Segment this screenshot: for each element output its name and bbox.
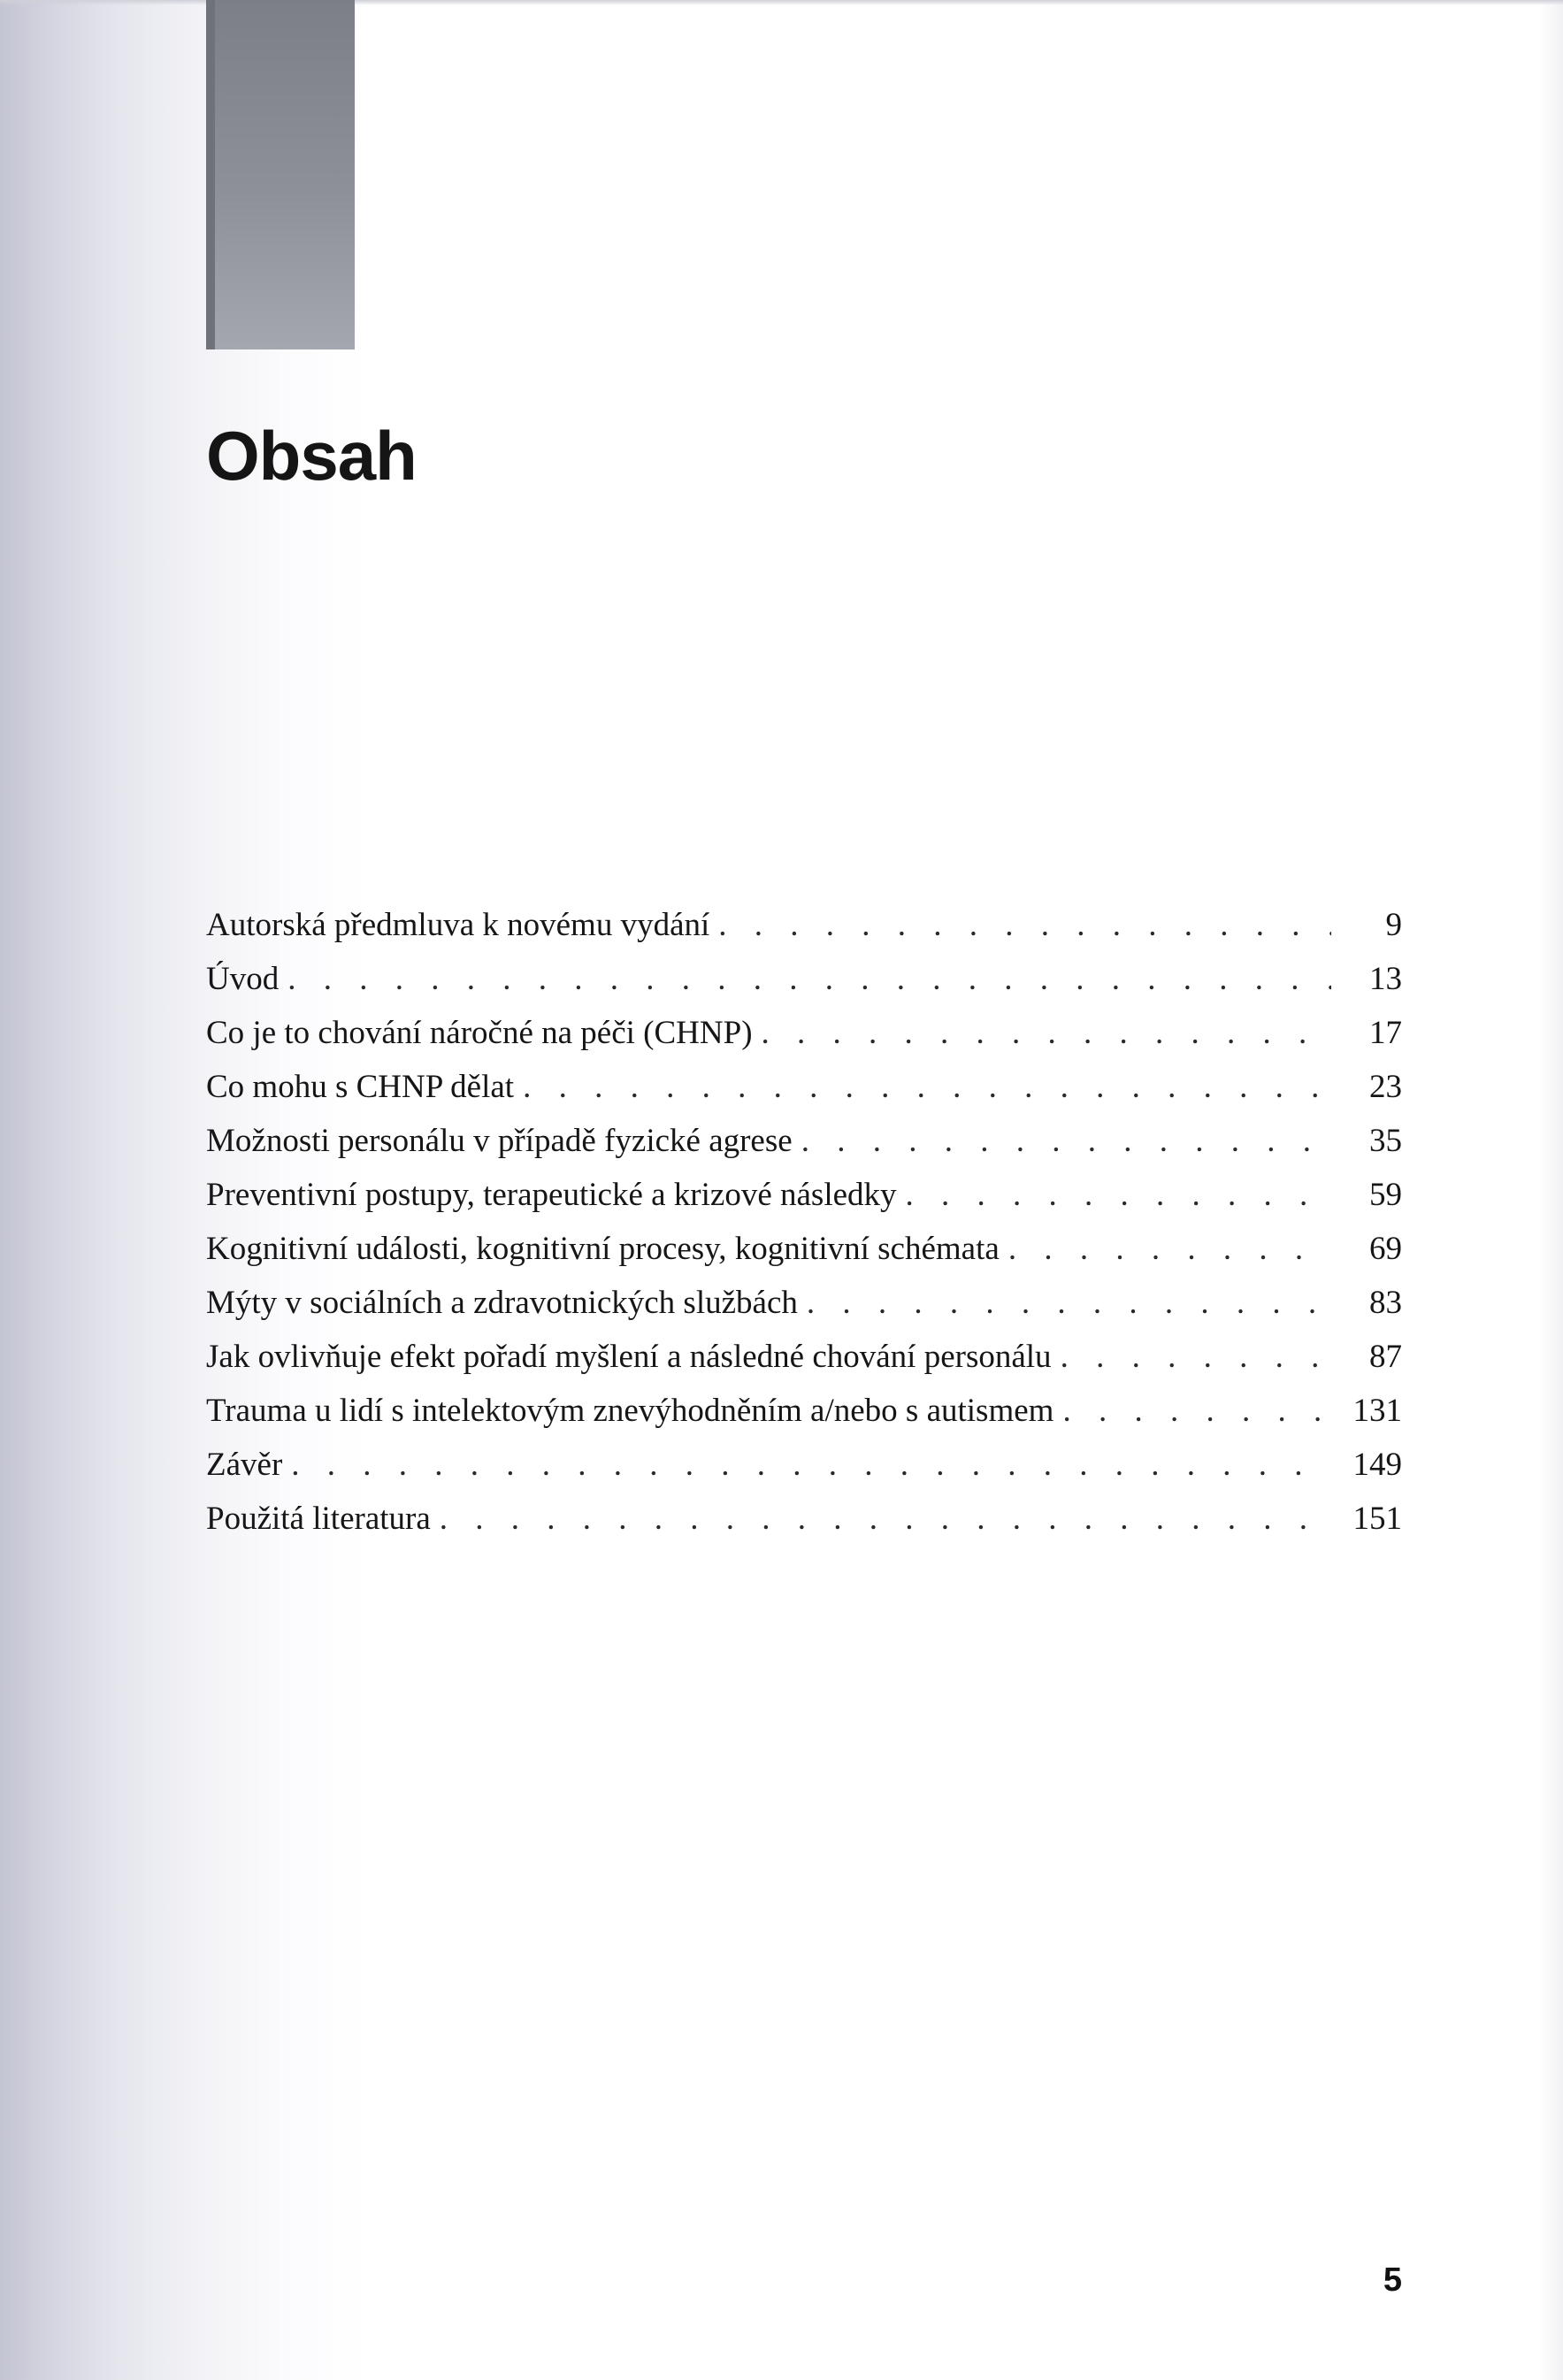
toc-leader-dots [709, 898, 1331, 952]
toc-entry-page: 131 [1352, 1393, 1402, 1429]
toc-entry[interactable] [206, 1276, 1402, 1330]
toc-leader-dots [753, 1006, 1331, 1060]
page-title: Obsah [206, 417, 417, 495]
toc-entry-label: Autorská předmluva k novému vydání [206, 907, 710, 943]
toc-leader-dots [431, 1492, 1331, 1546]
toc-entry-label: Úvod [206, 961, 280, 997]
toc-entry-label: Kognitivní události, kognitivní procesy, kognitivní schémata [206, 1231, 1000, 1267]
toc-entry-page: 17 [1369, 1015, 1402, 1051]
toc-leader-dots [798, 1276, 1331, 1330]
toc-entry[interactable] [206, 1222, 1402, 1276]
toc-entry[interactable] [206, 898, 1402, 952]
toc-entry-page: 13 [1369, 961, 1402, 997]
toc-entry-label: Preventivní postupy, terapeutické a krizové následky [206, 1177, 897, 1213]
toc-leader-dots [1053, 1384, 1331, 1438]
toc-entry[interactable] [206, 952, 1402, 1006]
toc-entry-label: Mýty v sociálních a zdravotnických službách [206, 1285, 798, 1321]
toc-entry-page: 9 [1385, 907, 1402, 943]
toc-entry-page: 23 [1369, 1069, 1402, 1105]
toc-entry-page: 69 [1369, 1231, 1402, 1267]
toc-entry-page: 35 [1369, 1123, 1402, 1159]
toc-entry-label: Co mohu s CHNP dělat [206, 1069, 515, 1105]
toc-leader-dots [1000, 1222, 1331, 1276]
toc-entry-page: 83 [1369, 1285, 1402, 1321]
toc-entry[interactable] [206, 1492, 1402, 1546]
toc-entry[interactable] [206, 1006, 1402, 1060]
toc-leader-dots [897, 1168, 1331, 1222]
toc-entry-page: 59 [1369, 1177, 1402, 1213]
toc-leader-dots [514, 1060, 1331, 1114]
toc-entry-label: Závěr [206, 1447, 283, 1483]
toc-entry-label: Možnosti personálu v případě fyzické agrese [206, 1123, 793, 1159]
toc-entry[interactable] [206, 1330, 1402, 1384]
page-number: 5 [1383, 2261, 1402, 2299]
table-of-contents [206, 898, 1402, 1546]
toc-entry-label: Co je to chování náročné na péči (CHNP) [206, 1015, 753, 1051]
toc-leader-dots [793, 1114, 1331, 1168]
toc-leader-dots [282, 1438, 1331, 1492]
toc-entry-label: Trauma u lidí s intelektovým znevýhodněním a/nebo s autismem [206, 1393, 1054, 1429]
toc-entry-page: 149 [1352, 1447, 1402, 1483]
decorative-gray-block [206, 0, 355, 349]
toc-entry[interactable] [206, 1060, 1402, 1114]
toc-entry[interactable] [206, 1384, 1402, 1438]
toc-entry-label: Použitá literatura [206, 1501, 431, 1537]
toc-entry[interactable] [206, 1438, 1402, 1492]
toc-leader-dots [279, 952, 1331, 1006]
toc-entry[interactable] [206, 1114, 1402, 1168]
toc-entry[interactable] [206, 1168, 1402, 1222]
toc-entry-page: 151 [1352, 1501, 1402, 1537]
toc-entry-page: 87 [1369, 1339, 1402, 1375]
decorative-block-edge [206, 0, 215, 349]
toc-leader-dots [1052, 1330, 1331, 1384]
toc-entry-label: Jak ovlivňuje efekt pořadí myšlení a následné chování personálu [206, 1339, 1052, 1375]
